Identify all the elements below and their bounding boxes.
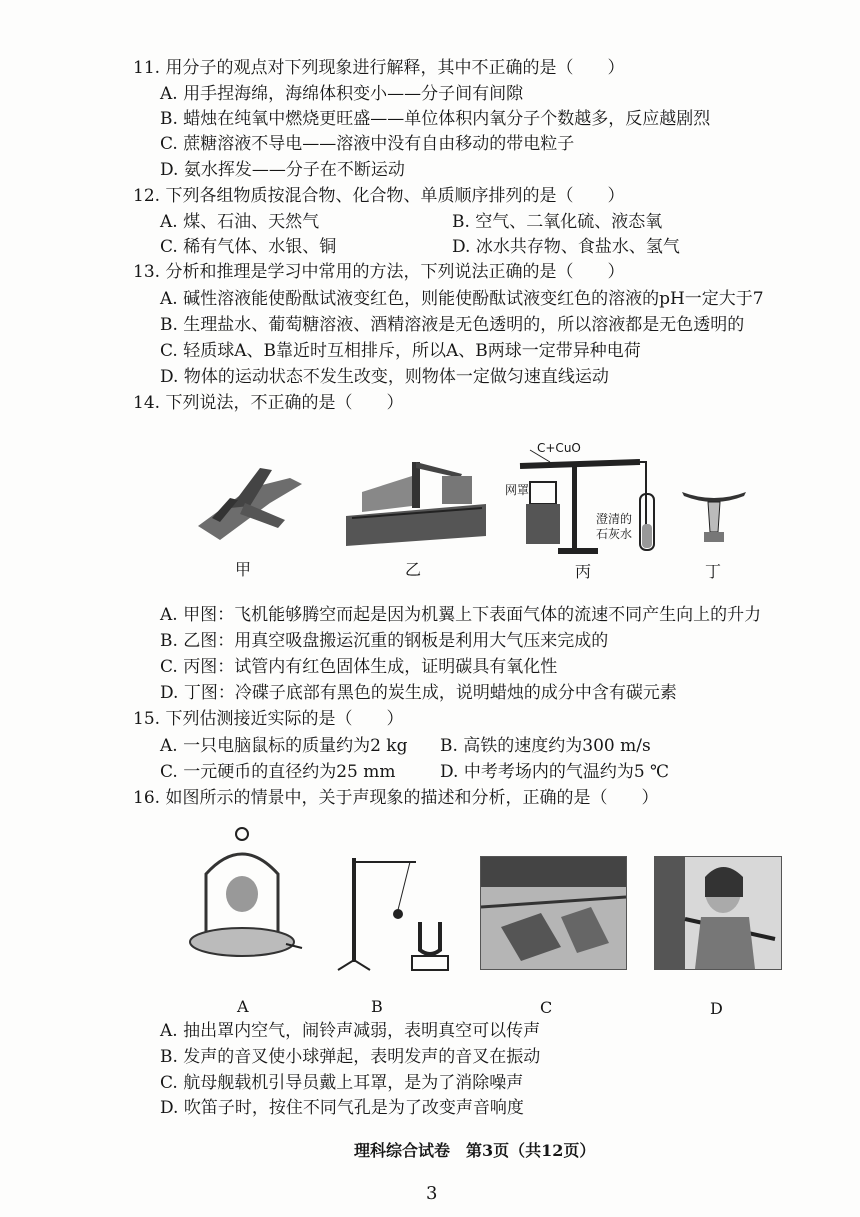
limewater-label-2: 石灰水 [596,527,633,541]
aircraft-carrier-guide-photo [480,856,627,970]
reagent-label: C+CuO [537,441,581,455]
question-15-option-b: B. 高铁的速度约为300 m/s [440,736,651,756]
question-11-option-b: B. 蜡烛在纯氧中燃烧更旺盛——单位体积内氧分子个数越多，反应越剧烈 [160,109,711,129]
question-14-option-c: C. 丙图：试管内有红色固体生成，证明碳具有氧化性 [160,657,558,677]
net-cover-label: 网罩 [505,483,530,497]
question-11-option-d: D. 氨水挥发——分子在不断运动 [160,160,405,180]
flute-photo-shapes [655,857,781,969]
question-12-option-a: A. 煤、石油、天然气 [160,212,320,232]
question-16-option-b: B. 发声的音叉使小球弹起，表明发声的音叉在振动 [160,1047,541,1067]
figure-label-jia: 甲 [235,560,252,579]
question-14-option-a: A. 甲图：飞机能够腾空而起是因为机翼上下表面气体的流速不同产生向上的升力 [160,605,762,625]
figure-label-ding: 丁 [705,562,722,581]
question-13-option-c: C. 轻质球A、B靠近时互相排斥，所以A、B两球一定带异种电荷 [160,341,641,361]
limewater-label-1: 澄清的 [596,512,633,526]
tuning-fork-ball-diagram [336,852,466,976]
figure-label-C: C [540,998,553,1017]
question-12-stem: 12. 下列各组物质按混合物、化合物、单质顺序排列的是（ ） [133,186,625,206]
figure-label-D: D [710,999,723,1018]
question-12-option-d: D. 冰水共存物、食盐水、氢气 [452,237,680,257]
question-16-option-d: D. 吹笛子时，按住不同气孔是为了改变声音响度 [160,1098,524,1118]
question-13-option-a: A. 碱性溶液能使酚酞试液变红色，则能使酚酞试液变红色的溶液的pH一定大于7 [160,289,764,309]
question-14-option-d: D. 丁图：冷碟子底部有黑色的炭生成，说明蜡烛的成分中含有碳元素 [160,683,677,703]
page-number: 3 [426,1183,438,1204]
airplane-photo [190,448,310,548]
question-15-option-c: C. 一元硬币的直径约为25 mm [160,762,396,782]
question-11-stem: 11. 用分子的观点对下列现象进行解释，其中不正确的是（ ） [133,58,625,78]
flute-player-photo [654,856,782,970]
figure-label-yi: 乙 [405,560,422,579]
question-16-option-c: C. 航母舰载机引导员戴上耳罩，是为了消除噪声 [160,1073,524,1093]
question-11-option-a: A. 用手捏海绵，海绵体积变小——分子间有间隙 [160,84,524,104]
page-footer: 理科综合试卷 第3页（共12页） [354,1141,596,1160]
question-15-option-d: D. 中考考场内的气温约为5 ℃ [440,762,670,782]
question-15-option-a: A. 一只电脑鼠标的质量约为2 kg [160,736,408,756]
vacuum-suction-crane-photo [342,456,490,548]
question-12-option-c: C. 稀有气体、水银、铜 [160,237,337,257]
question-16-stem: 16. 如图所示的情景中，关于声现象的描述和分析，正确的是（ ） [133,788,659,808]
question-13-option-d: D. 物体的运动状态不发生改变，则物体一定做匀速直线运动 [160,367,609,387]
question-14-option-b: B. 乙图：用真空吸盘搬运沉重的钢板是利用大气压来完成的 [160,631,609,651]
question-12-option-b: B. 空气、二氧化硫、液态氧 [452,212,663,232]
question-16-option-a: A. 抽出罩内空气，闹铃声减弱，表明真空可以传声 [160,1021,541,1041]
question-14-stem: 14. 下列说法，不正确的是（ ） [133,393,404,413]
candle-plate-diagram [678,482,750,546]
question-11-option-c: C. 蔗糖溶液不导电——溶液中没有自由移动的带电粒子 [160,134,575,154]
question-13-option-b: B. 生理盐水、葡萄糖溶液、酒精溶液是无色透明的，所以溶液都是无色透明的 [160,315,745,335]
bell-jar-diagram [186,824,304,972]
figure-label-A: A [237,997,249,1016]
figure-label-bing: 丙 [575,562,592,581]
carrier-photo-shapes [481,857,626,969]
question-15-stem: 15. 下列估测接近实际的是（ ） [133,709,404,729]
figure-label-B: B [371,997,383,1016]
question-13-stem: 13. 分析和推理是学习中常用的方法，下列说法正确的是（ ） [133,262,625,282]
